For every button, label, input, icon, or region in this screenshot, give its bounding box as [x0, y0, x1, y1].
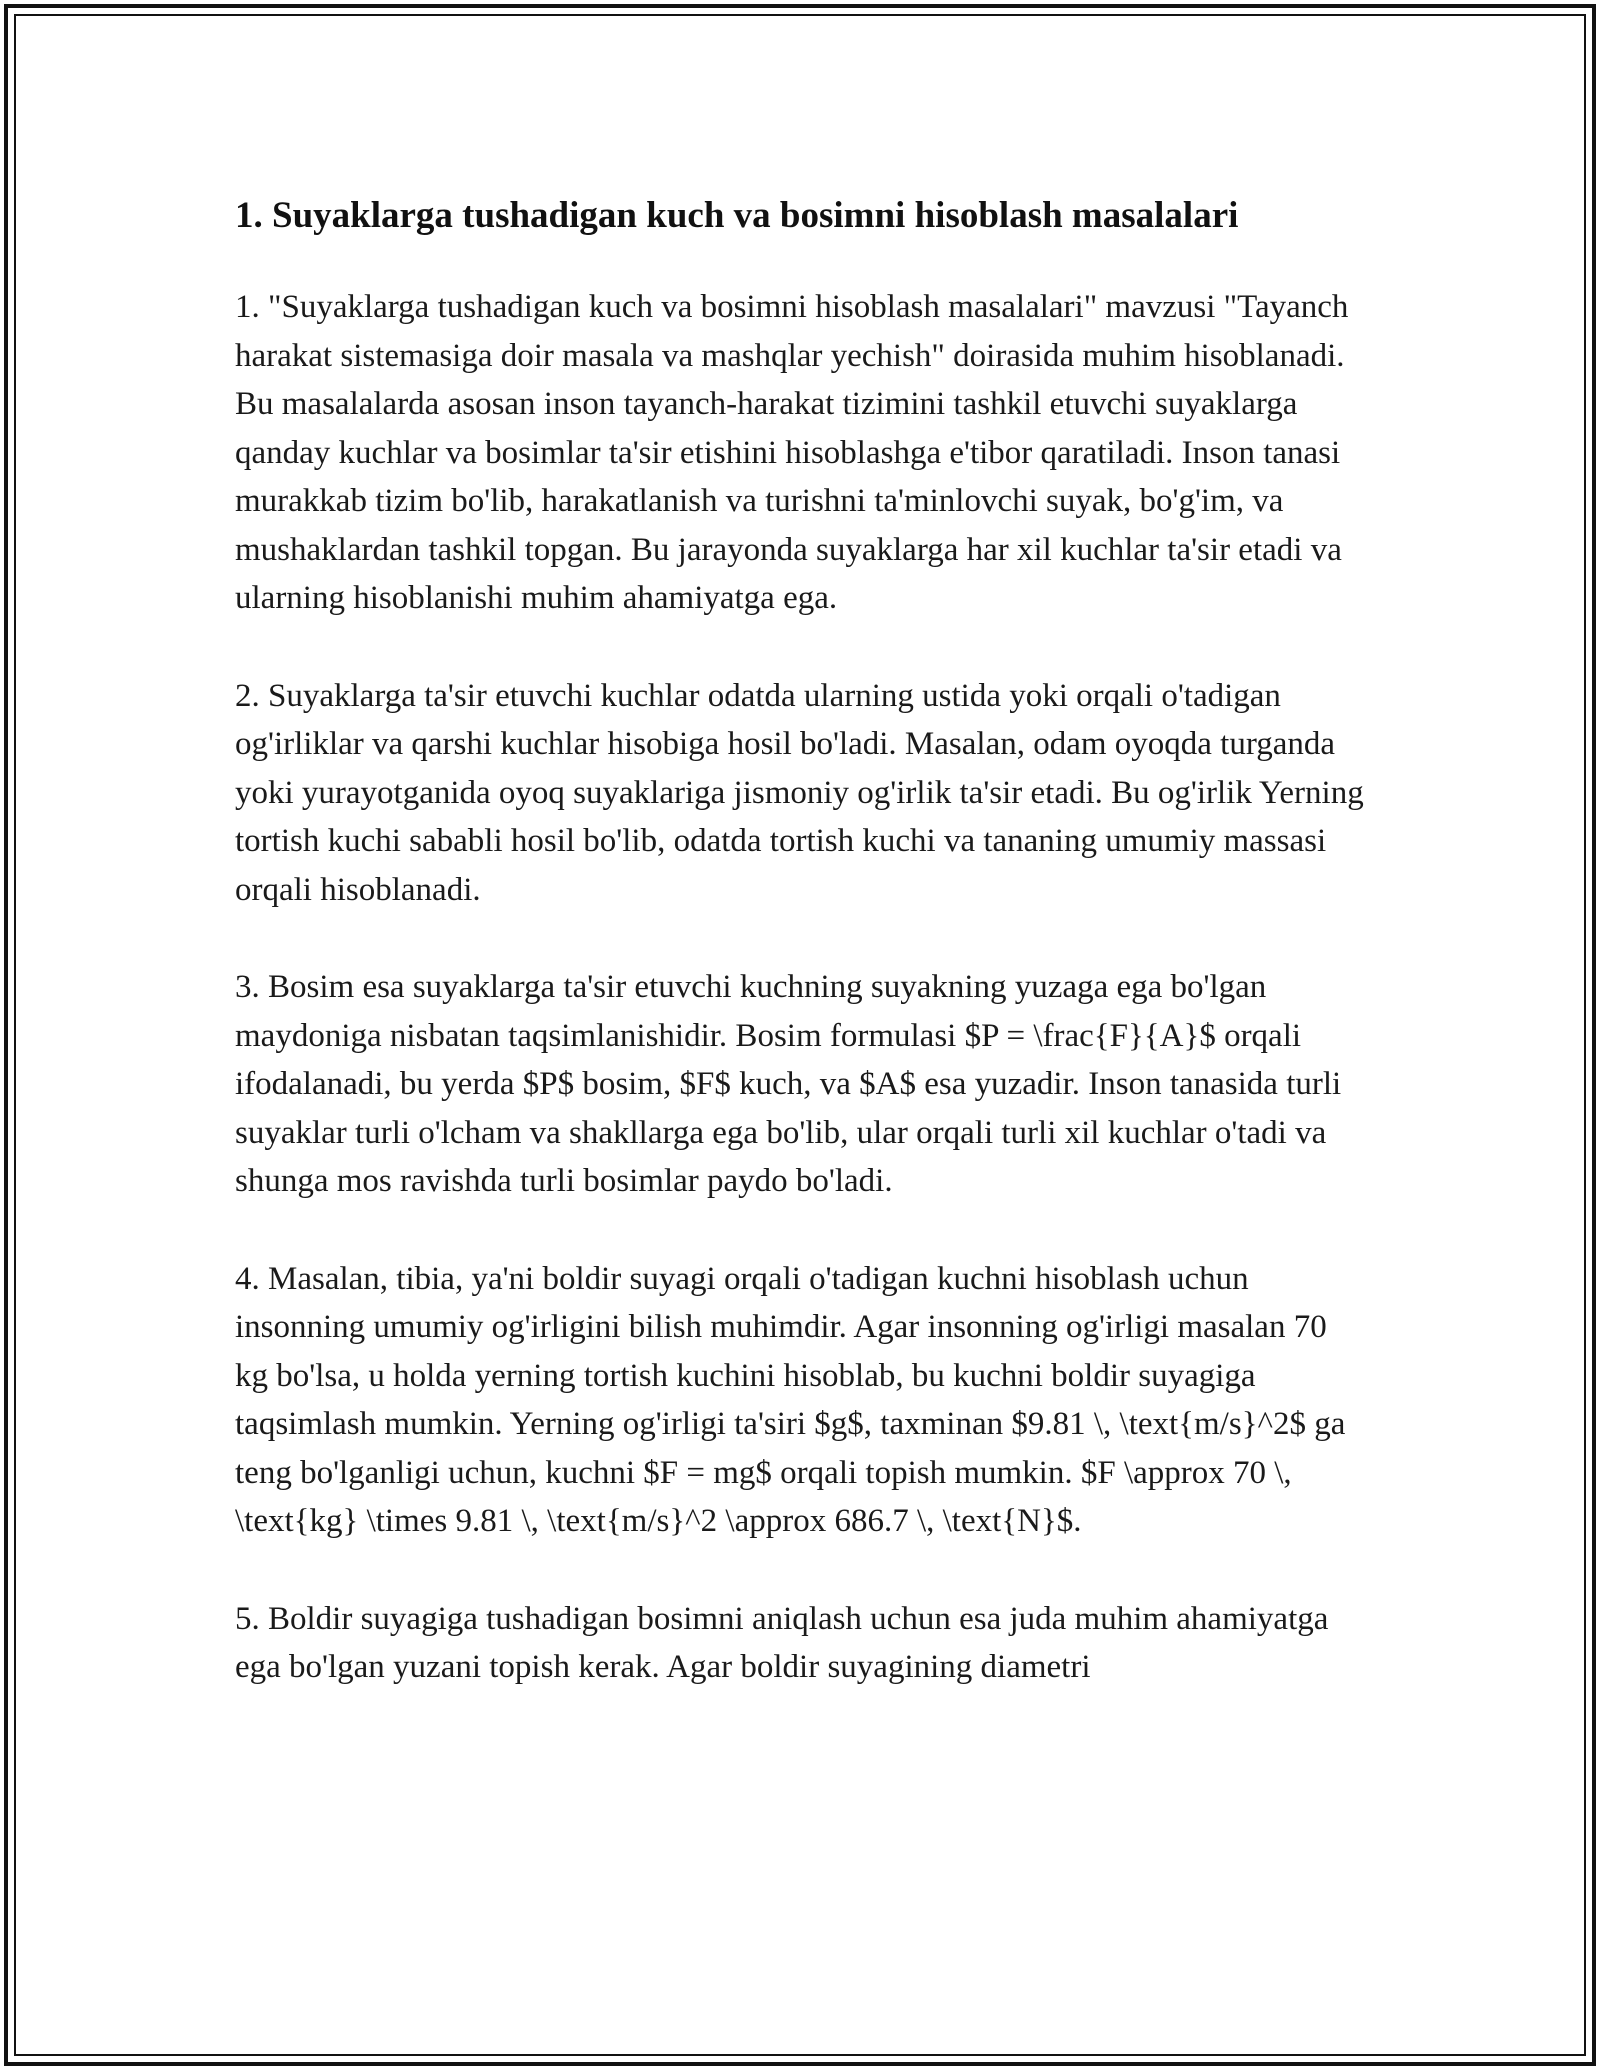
- paragraph-1: 1. "Suyaklarga tushadigan kuch va bosimni hisoblash masalalari" mavzusi "Tayanch harakat sistemasiga doir masala va mashqlar yechish" doirasida muhim hisoblanadi. Bu masalalarda asosan inson tayanch-harakat tizimini tashkil etuvchi suyaklarga qanday kuchlar va bosimlar ta'sir etishini hisoblashga e'tibor qaratiladi. Inson tanasi murakkab tizim bo'lib, harakatlanish va turishni ta'minlovchi suyak, bo'g'im, va mushaklardan tashkil topgan. Bu jarayonda suyaklarga har xil kuchlar ta'sir etadi va ularning hisoblanishi muhim ahamiyatga ega.: [235, 289, 1349, 616]
- paragraph-2: 2. Suyaklarga ta'sir etuvchi kuchlar odatda ularning ustida yoki orqali o'tadigan og'irliklar va qarshi kuchlar hisobiga hosil bo'ladi. Masalan, odam oyoqda turganda yoki yurayotganida oyoq suyaklariga jismoniy og'irlik ta'sir etadi. Bu og'irlik Yerning tortish kuchi sababli hosil bo'lib, odatda tortish kuchi va tananing umumiy massasi orqali hisoblanadi.: [235, 677, 1364, 908]
- document-body: [235, 188, 1365, 1741]
- section-title: 1. Suyaklarga tushadigan kuch va bosimni hisoblash masalalari: [235, 195, 1239, 236]
- paragraph-4: 4. Masalan, tibia, ya'ni boldir suyagi orqali o'tadigan kuchni hisoblash uchun insonning umumiy og'irligini bilish muhimdir. Agar insonning og'irligi masalan 70 kg bo'lsa, u holda yerning tortish kuchini hisoblab, bu kuchni boldir suyagiga taqsimlash mumkin. Yerning og'irligi ta'siri $g$, taxminan $9.81 \, \text{m/s}^2$ ga teng bo'lganligi uchun, kuchni $F = mg$ orqali topish mumkin. $F \approx 70 \, \text{kg} \times 9.81 \, \text{m/s}^2 \approx 686.7 \, \text{N}$.: [235, 1260, 1346, 1539]
- paragraph-3: 3. Bosim esa suyaklarga ta'sir etuvchi kuchning suyakning yuzaga ega bo'lgan maydoniga nisbatan taqsimlanishidir. Bosim formulasi $P = \frac{F}{A}$ orqali ifodalanadi, bu yerda $P$ bosim, $F$ kuch, va $A$ esa yuzadir. Inson tanasida turli suyaklar turli o'lcham va shakllarga ega bo'lib, ular orqali turli xil kuchlar o'tadi va shunga mos ravishda turli bosimlar paydo bo'ladi.: [235, 969, 1342, 1199]
- paragraph-5: 5. Boldir suyagiga tushadigan bosimni aniqlash uchun esa juda muhim ahamiyatga ega bo'lgan yuzani topish kerak. Agar boldir suyagining diametri: [235, 1600, 1329, 1685]
